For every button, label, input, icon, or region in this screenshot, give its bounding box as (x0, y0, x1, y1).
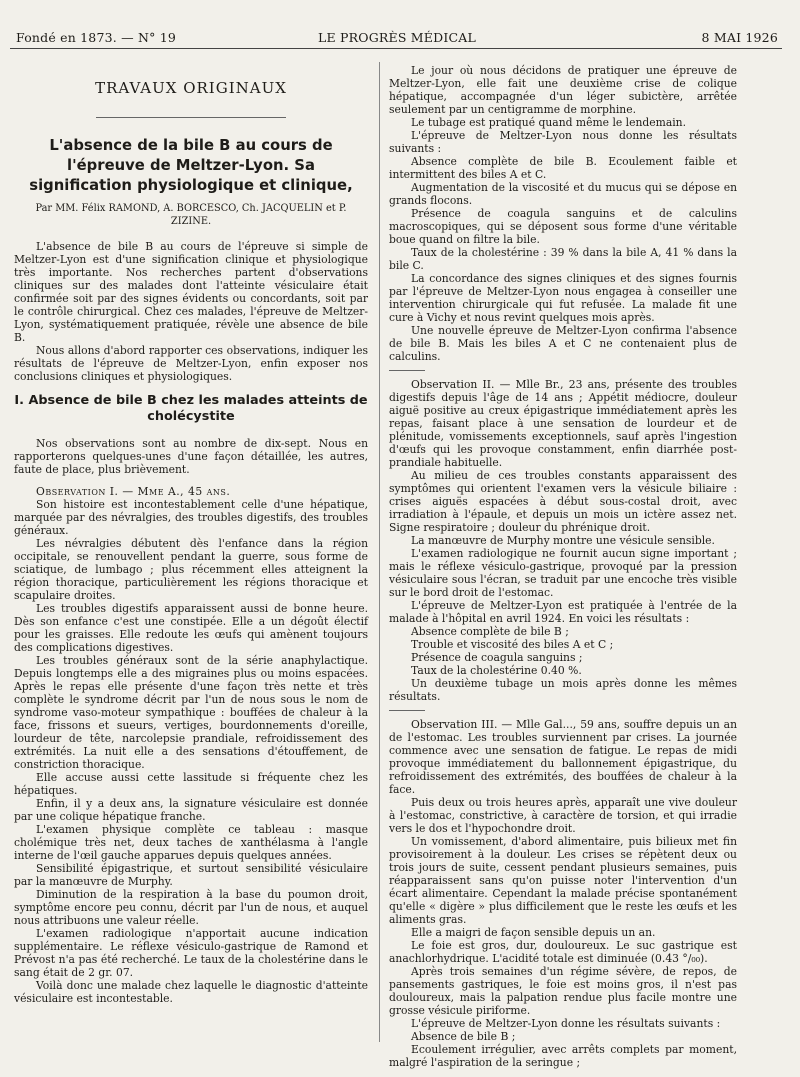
paragraph: Après trois semaines d'un régime sévère, de repos, de pansements gastriques, le foie est moins gros, il n'est pas douloureux, mais la palpation rendue plus facile montre une grosse vésicule piriforme. (389, 965, 737, 1017)
observation-paragraph: Observation III. — Mlle Gal..., 59 ans, souffre depuis un an de l'estomac. Les troubles surviennent par crises. La journée commence avec une sensation de fatigue. Le repas de midi provoque immédiatement du ballonnement épigastrique, du refroidissement des extrémités, des bouffées de chaleur à la face. (389, 718, 737, 796)
result-item: Taux de la cholestérine 0.40 %. (411, 664, 582, 677)
observation-heading: Observation I. — Mme A., 45 ans. (36, 485, 231, 498)
paragraph: Elle accuse aussi cette lassitude si fréquente chez les hépatiques. (14, 771, 368, 797)
paragraph: La manœuvre de Murphy montre une vésicule sensible. (411, 534, 715, 547)
paragraph: Les troubles généraux sont de la série anaphylactique. Depuis longtemps elle a des migraines plus ou moins espacées. Après le repas elle présente d'une façon très nette et très complète le syndrome décrit par l'un de nous sous le nom de syndrome vaso-moteur sympathique : bouffées de chaleur à la face, frissons et sueurs, vertiges, bourdonnements d'oreille, lourdeur de tête, narcolepsie prandiale, refroidissement des extrémités. La nuit elle a des sensations d'étouffement, de constriction thoracique. (14, 654, 368, 771)
paragraph: Sensibilité épigastrique, et surtout sensibilité vésiculaire par la manœuvre de Murphy. (14, 862, 368, 888)
paragraph: Augmentation de la viscosité et du mucus qui se dépose en grands flocons. (389, 181, 737, 207)
paragraph: Son histoire est incontestablement celle d'une hépatique, marquée par des névralgies, des troubles digestifs, des troubles généraux. (14, 498, 368, 537)
paragraph: L'examen radiologique n'apportait aucune indication supplémentaire. Le réflexe vésiculo-gastrique de Ramond et Prévost n'a pas été recherché. Le taux de la cholestérine dans le sang était de 2 gr. 07. (14, 927, 368, 979)
result-item: Absence de bile B ; (411, 1030, 516, 1043)
paragraph: Présence de coagula sanguins et de calculins macroscopiques, qui se déposent sous forme d'une véritable boue quand on filtre la bile. (389, 207, 737, 246)
paragraph: Absence complète de bile B. Ecoulement faible et intermittent des biles A et C. (389, 155, 737, 181)
result-item: Absence complète de bile B ; (411, 625, 569, 638)
paragraph: Le jour où nous décidons de pratiquer une épreuve de Meltzer-Lyon, elle fait une deuxième crise de colique hépatique, accompagnée d'un léger subictère, arrêtée seulement par un centigramme de morphine. (389, 64, 737, 116)
running-header (16, 30, 778, 46)
observation-rule (389, 710, 425, 711)
paragraph: L'épreuve de Meltzer-Lyon est pratiquée à l'entrée de la malade à l'hôpital en avril 1924. En voici les résultats : (389, 599, 737, 625)
paragraph: L'épreuve de Meltzer-Lyon nous donne les résultats suivants : (389, 129, 737, 155)
founded-issue: Fondé en 1873. — N° 19 (16, 30, 177, 45)
paragraph: Un vomissement, d'abord alimentaire, puis bilieux met fin provisoirement à la douleur. Les crises se répètent deux ou trois jours de suite, cessent pendant plusieurs semaines, puis réapparaissent sans qu'on puisse noter l'intervention d'un écart alimentaire. Cependant la malade précise spontanément qu'elle « digère » plus difficilement que le reste les œufs et les aliments gras. (389, 835, 737, 926)
paragraph: Au milieu de ces troubles constants apparaissent des symptômes qui orientent l'examen vers la vésicule biliaire : crises aiguës espacées à début sous-costal droit, avec irradiation à l'épaule, et depuis un mois un ictère assez net. Signe respiratoire ; douleur du phrénique droit. (389, 469, 737, 534)
paragraph: Voilà donc une malade chez laquelle le diagnostic d'atteinte vésiculaire est incontestable. (14, 979, 368, 1005)
header-rule (10, 48, 782, 49)
rubric-rule (96, 117, 286, 118)
observation-paragraph: Observation II. — Mlle Br., 23 ans, présente des troubles digestifs depuis l'âge de 14 ans ; Appétit médiocre, douleur aiguë positive au creux épigastrique immédiatement après les repas, faisant place à une sensation de lourdeur et de plénitude, vomissements exceptionnels, sauf après l'ingestion d'œufs qui les provoque constamment, enfin diarrhée post-prandiale habituelle. (389, 378, 737, 469)
paragraph: L'examen radiologique ne fournit aucun signe important ; mais le réflexe vésiculo-gastrique, provoqué par la pression vésiculaire sous l'écran, se traduit par une encoche très visible sur le bord droit de l'estomac. (389, 547, 737, 599)
observation-rule (389, 370, 425, 371)
section-rubric: TRAVAUX ORIGINAUX (95, 79, 287, 97)
paragraph: Le tubage est pratiqué quand même le lendemain. (411, 116, 687, 129)
paragraph: Enfin, il y a deux ans, la signature vésiculaire est donnée par une colique hépatique franche. (14, 797, 368, 823)
paragraph: La concordance des signes cliniques et des signes fournis par l'épreuve de Meltzer-Lyon nous engagea à conseiller une intervention chirurgicale qui fut refusée. La malade fit une cure à Vichy et nous revint quelques mois après. (389, 272, 737, 324)
result-item: Trouble et viscosité des biles A et C ; (411, 638, 614, 651)
section-heading: I. Absence de bile B chez les malades atteints de cholécystite (14, 393, 368, 424)
paragraph: Le foie est gros, dur, douloureux. Le suc gastrique est anachlorhydrique. L'acidité totale est diminuée (0.43 °/₀₀). (389, 939, 737, 965)
left-column (14, 64, 368, 1005)
journal-title: LE PROGRÈS MÉDICAL (318, 30, 476, 45)
paragraph: L'absence de bile B au cours de l'épreuve si simple de Meltzer-Lyon est d'une signification clinique et physiologique très importante. Nos recherches partent d'observations cliniques sur des malades dont l'atteinte vésiculaire était confirmée soit par des signes évidents ou concordants, soit par le contrôle chirurgical. Chez ces malades, l'épreuve de Meltzer-Lyon, systématiquement pratiquée, révèle une absence de bile B. (14, 240, 368, 344)
result-item: Ecoulement irrégulier, avec arrêts complets par moment, malgré l'aspiration de la seringue ; (389, 1043, 737, 1069)
paragraph: L'épreuve de Meltzer-Lyon donne les résultats suivants : (411, 1017, 721, 1030)
right-column (389, 64, 737, 1069)
paragraph: Les troubles digestifs apparaissent aussi de bonne heure. Dès son enfance c'est une constipée. Elle a un dégoût électif pour les graisses. Elle redoute les œufs qui amènent toujours des complications digestives. (14, 602, 368, 654)
issue-date: 8 MAI 1926 (701, 30, 778, 45)
paragraph: Taux de la cholestérine : 39 % dans la bile A, 41 % dans la bile C. (389, 246, 737, 272)
paragraph: Les névralgies débutent dès l'enfance dans la région occipitale, se renouvellent pendant la guerre, sous forme de sciatique, de lumbago ; plus récemment elles atteignent la région thoracique, particulièrement les régions thoracique et scapulaire droites. (14, 537, 368, 602)
paragraph: Un deuxième tubage un mois après donne les mêmes résultats. (389, 677, 737, 703)
paragraph: Puis deux ou trois heures après, apparaît une vive douleur à l'estomac, constrictive, à caractère de torsion, et qui irradie vers le dos et l'hypochondre droit. (389, 796, 737, 835)
paragraph: Elle a maigri de façon sensible depuis un an. (411, 926, 656, 939)
paragraph: Diminution de la respiration à la base du poumon droit, symptôme encore peu connu, décrit par l'un de nous, et auquel nous attribuons une valeur réelle. (14, 888, 368, 927)
result-item: Présence de coagula sanguins ; (411, 651, 583, 664)
article-title: L'absence de la bile B au cours de l'épreuve de Meltzer-Lyon. Sa signification physiologique et clinique, (29, 137, 353, 194)
paragraph: Nous allons d'abord rapporter ces observations, indiquer les résultats de l'épreuve de Meltzer-Lyon, enfin exposer nos conclusions cliniques et physiologiques. (14, 344, 368, 383)
paragraph: Nos observations sont au nombre de dix-sept. Nous en rapporterons quelques-unes d'une façon détaillée, les autres, faute de place, plus brièvement. (14, 437, 368, 476)
spacer (14, 476, 368, 485)
paragraph: L'examen physique complète ce tableau : masque cholémique très net, deux taches de xanthélasma à l'angle interne de l'œil gauche apparues depuis quelques années. (14, 823, 368, 862)
paragraph: Une nouvelle épreuve de Meltzer-Lyon confirma l'absence de bile B. Mais les biles A et C ne contenaient plus de calculins. (389, 324, 737, 363)
column-divider (379, 62, 380, 1042)
article-authors: Par MM. Félix RAMOND, A. BORCESCO, Ch. JACQUELIN et P. ZIZINE. (35, 203, 347, 227)
